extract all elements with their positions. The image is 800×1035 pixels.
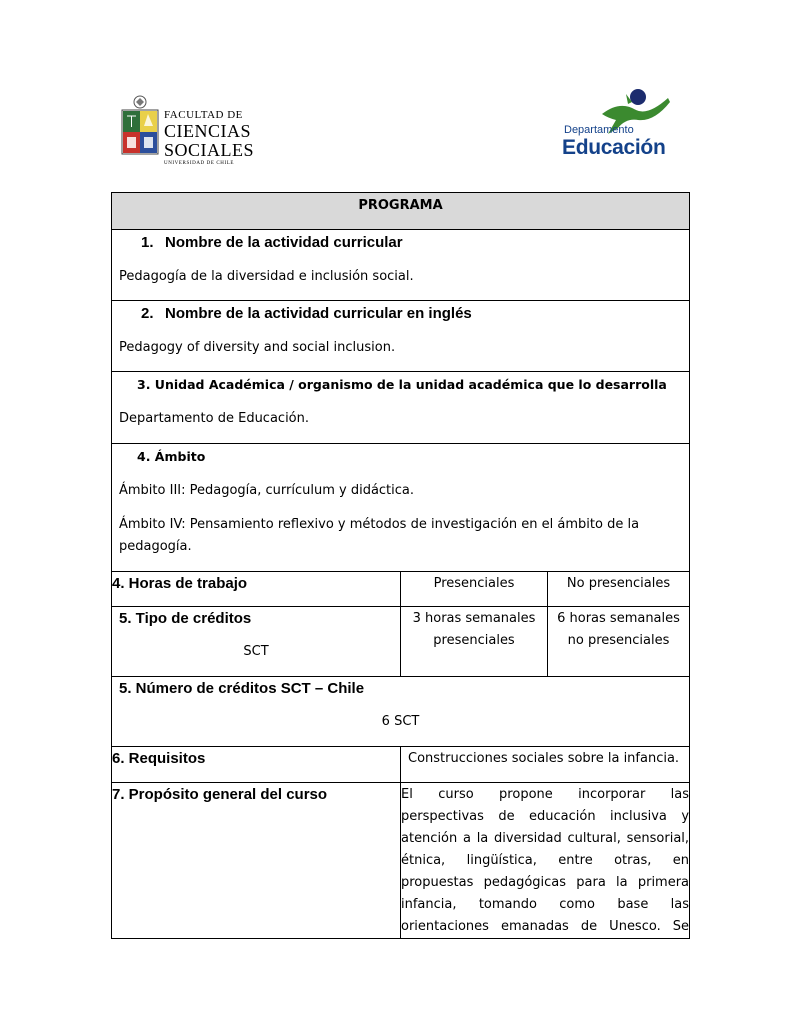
credits-number-cell (112, 677, 690, 747)
purpose-row (112, 783, 690, 939)
section-4-heading: 4. Ámbito (137, 449, 206, 464)
credits-col1-line2: presenciales (433, 633, 515, 648)
requisites-row (112, 747, 690, 783)
purpose-line: étnica, lingüística, entre otras, en (401, 853, 690, 868)
purpose-line: infancia, tomando como base las (401, 897, 690, 912)
credits-number-value: 6 SCT (381, 714, 420, 729)
credits-col1-cell (401, 607, 548, 677)
requisites-label-cell (112, 747, 401, 783)
hours-row (112, 572, 690, 607)
purpose-label: 7. Propósito general del curso (112, 786, 328, 803)
credits-col2-line1: 6 horas semanales (557, 611, 680, 626)
program-title-cell (112, 193, 690, 230)
credits-number-row (112, 677, 690, 747)
section-4-value-1: Ámbito III: Pedagogía, currículum y didáctica. (119, 483, 415, 498)
section-1-cell (112, 230, 690, 301)
credits-type-row (112, 607, 690, 677)
section-3-row (112, 372, 690, 444)
purpose-line: atención a la diversidad cultural, sensorial, (401, 831, 690, 846)
hours-col2-cell (548, 572, 690, 607)
purpose-line: El curso propone incorporar las (401, 787, 690, 802)
section-4-value-2: Ámbito IV: Pensamiento reflexivo y métodos de investigación en el ámbito de la (119, 517, 640, 532)
section-3-cell (112, 372, 690, 444)
title-row (112, 193, 690, 230)
purpose-label-cell (112, 783, 401, 939)
section-3-heading: 3. Unidad Académica / organismo de la unidad académica que lo desarrolla (137, 377, 667, 392)
purpose-line: orientaciones emanadas de Unesco. Se (401, 919, 690, 934)
department-logo-line1: Departamento (564, 124, 634, 136)
section-1-row (112, 230, 690, 301)
section-4-row (112, 444, 690, 572)
section-4-value-3: pedagogía. (119, 539, 192, 554)
section-4-cell (112, 444, 690, 572)
credits-col2-line2: no presenciales (567, 633, 670, 648)
faculty-shield-icon (120, 94, 160, 160)
program-table (111, 192, 690, 939)
section-2-heading: 2. Nombre de la actividad curricular en inglés (141, 305, 472, 322)
section-2-row (112, 301, 690, 372)
department-logo (560, 88, 670, 168)
credits-type-value: SCT (243, 644, 269, 659)
section-1-heading: 1. Nombre de la actividad curricular (141, 234, 403, 251)
credits-type-label: 5. Tipo de créditos (119, 610, 252, 627)
credits-col1-line1: 3 horas semanales (412, 611, 536, 626)
credits-number-label: 5. Número de créditos SCT – Chile (119, 680, 365, 697)
faculty-logo-line2: CIENCIAS (164, 121, 252, 141)
section-1-value: Pedagogía de la diversidad e inclusión social. (119, 269, 414, 284)
requisites-value-cell (401, 747, 690, 783)
program-title: PROGRAMA (358, 198, 443, 213)
credits-type-cell (112, 607, 401, 677)
faculty-logo-line3: SOCIALES (164, 140, 255, 160)
purpose-line: perspectivas de educación inclusiva y (401, 809, 690, 824)
hours-col2: No presenciales (566, 576, 671, 591)
purpose-line: propuestas pedagógicas para la primera (401, 875, 690, 890)
hours-col1-cell (401, 572, 548, 607)
section-2-cell (112, 301, 690, 372)
requisites-value: Construcciones sociales sobre la infancia. (408, 751, 680, 766)
requisites-label: 6. Requisitos (112, 750, 206, 767)
hours-label-cell (112, 572, 401, 607)
hours-col1: Presenciales (433, 576, 515, 591)
faculty-logo-line1: FACULTAD DE (164, 109, 243, 121)
hours-label: 4. Horas de trabajo (112, 575, 248, 592)
department-logo-line2: Educación (562, 136, 666, 159)
purpose-value-cell (401, 783, 690, 939)
faculty-logo (120, 94, 255, 164)
faculty-logo-line4: UNIVERSIDAD DE CHILE (164, 161, 235, 166)
credits-col2-cell (548, 607, 690, 677)
section-2-value: Pedagogy of diversity and social inclusion. (119, 340, 396, 355)
section-3-value: Departamento de Educación. (119, 411, 310, 426)
